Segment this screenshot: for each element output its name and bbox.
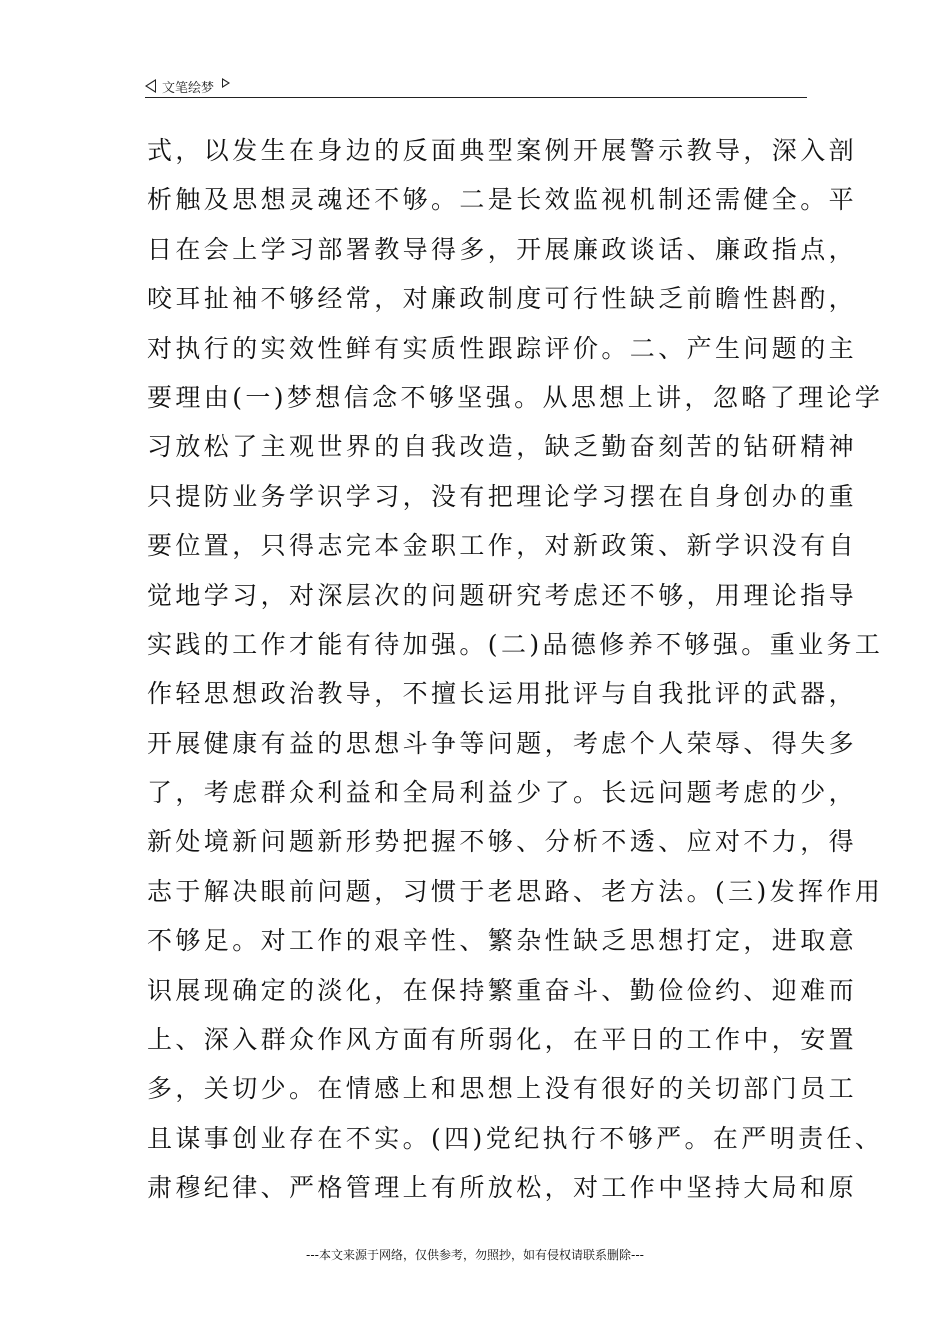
text-line: 作轻思想政治教导，不擅长运用批评与自我批评的武器， bbox=[147, 679, 858, 709]
text-line: 志于解决眼前问题，习惯于老思路、老方法。(三)发挥作用 bbox=[147, 876, 884, 906]
text-line: 了，考虑群众利益和全局利益少了。长远问题考虑的少， bbox=[147, 778, 858, 808]
text-line: 习放松了主观世界的自我改造，缺乏勤奋刻苦的钻研精神 bbox=[147, 432, 858, 462]
text-line: 日在会上学习部署教导得多，开展廉政谈话、廉政指点， bbox=[147, 234, 858, 264]
text-line: 开展健康有益的思想斗争等问题，考虑个人荣辱、得失多 bbox=[147, 728, 858, 758]
document-body bbox=[147, 126, 884, 1213]
text-line: 析触及思想灵魂还不够。二是长效监视机制还需健全。平 bbox=[147, 185, 858, 215]
text-line: 肃穆纪律、严格管理上有所放松，对工作中坚持大局和原 bbox=[147, 1173, 858, 1203]
text-line: 实践的工作才能有待加强。(二)品德修养不够强。重业务工 bbox=[147, 629, 884, 659]
page-header bbox=[145, 74, 807, 98]
text-line: 多，关切少。在情感上和思想上没有很好的关切部门员工 bbox=[147, 1074, 858, 1104]
text-line: 新处境新问题新形势把握不够、分析不透、应对不力，得 bbox=[147, 827, 858, 857]
header-title: 文笔绘梦 bbox=[162, 80, 215, 96]
text-line: 要理由(一)梦想信念不够坚强。从思想上讲，忽略了理论学 bbox=[147, 382, 884, 412]
text-line: 且谋事创业存在不实。(四)党纪执行不够严。在严明责任、 bbox=[147, 1123, 884, 1153]
text-line: 识展现确定的淡化，在保持繁重奋斗、勤俭俭约、迎难而 bbox=[147, 975, 858, 1005]
text-line: 对执行的实效性鲜有实质性跟踪评价。二、产生问题的主 bbox=[147, 333, 858, 363]
triangle-left-icon bbox=[145, 79, 156, 93]
text-line: 觉地学习，对深层次的问题研究考虑还不够，用理论指导 bbox=[147, 580, 858, 610]
text-line: 上、深入群众作风方面有所弱化，在平日的工作中，安置 bbox=[147, 1025, 858, 1055]
footer-notice: ---本文来源于网络，仅供参考，勿照抄，如有侵权请联系删除--- bbox=[306, 1248, 644, 1262]
triangle-right-icon bbox=[222, 78, 230, 88]
header-divider bbox=[145, 97, 807, 98]
text-line: 咬耳扯袖不够经常，对廉政制度可行性缺乏前瞻性斟酌， bbox=[147, 284, 858, 314]
text-line: 只提防业务学识学习，没有把理论学习摆在自身创办的重 bbox=[147, 481, 858, 511]
text-line: 不够足。对工作的艰辛性、繁杂性缺乏思想打定，进取意 bbox=[147, 926, 858, 956]
text-line: 式，以发生在身边的反面典型案例开展警示教导，深入剖 bbox=[147, 136, 858, 165]
text-line: 要位置，只得志完本金职工作，对新政策、新学识没有自 bbox=[147, 531, 858, 561]
